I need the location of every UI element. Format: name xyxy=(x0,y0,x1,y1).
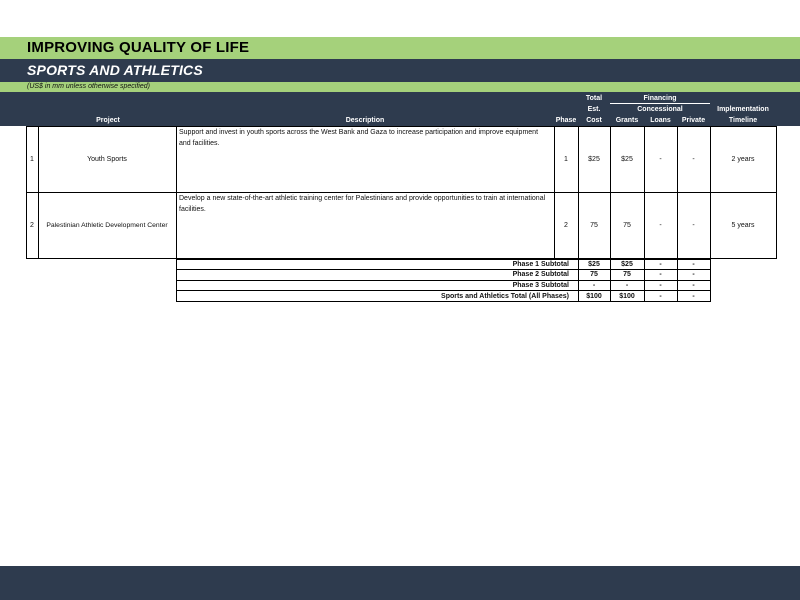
section-subtitle: SPORTS AND ATHLETICS xyxy=(27,62,203,78)
col-divider xyxy=(176,126,177,259)
units-note-band xyxy=(0,82,800,92)
header-financing: Financing xyxy=(643,95,677,102)
grants-value: $25 xyxy=(621,156,633,163)
header-phase: Phase xyxy=(555,117,577,124)
grand-total-loans: - xyxy=(659,293,662,300)
financing-underline xyxy=(610,103,710,104)
grand-total-total: $100 xyxy=(586,293,602,300)
section-title-band xyxy=(0,37,800,59)
private-value: - xyxy=(692,222,695,229)
subtotal-loans: - xyxy=(659,261,662,268)
col-divider xyxy=(644,126,645,259)
col-divider xyxy=(38,126,39,259)
header-timeline-line2: Timeline xyxy=(728,117,758,124)
total-cost-value: $25 xyxy=(588,156,600,163)
header-total-line2: Est. xyxy=(587,106,601,113)
header-total-line1: Total xyxy=(585,95,603,102)
col-divider xyxy=(578,126,579,259)
project-description: Develop a new state-of-the-art athletic training center for Palestinians and provide opportunities to train at international facilities. xyxy=(179,195,546,213)
units-note: (US$ in mm unless otherwise specified) xyxy=(27,83,150,90)
col-divider xyxy=(610,126,611,259)
section-subtitle-band xyxy=(0,59,800,82)
project-name: Palestinian Athletic Development Center xyxy=(46,222,168,229)
header-description: Description xyxy=(345,117,385,124)
grants-value: 75 xyxy=(623,222,631,229)
grand-total-grants: $100 xyxy=(619,293,635,300)
phase-value: 1 xyxy=(564,156,568,163)
subtotal-loans: - xyxy=(659,282,662,289)
grand-total-private: - xyxy=(692,293,695,300)
header-grants: Grants xyxy=(615,117,639,124)
subtotal-grants: - xyxy=(625,282,629,289)
header-concessional: Concessional xyxy=(637,106,683,113)
total-cost-value: 75 xyxy=(590,222,598,229)
section-title: IMPROVING QUALITY OF LIFE xyxy=(27,39,250,56)
phase-value: 2 xyxy=(564,222,568,229)
row-number: 2 xyxy=(30,222,34,229)
subtotal-total: - xyxy=(592,282,596,289)
row-number: 1 xyxy=(30,156,34,163)
header-private: Private xyxy=(681,117,706,124)
subtotal-loans: - xyxy=(659,271,662,278)
project-description: Support and invest in youth sports across the West Bank and Gaza to increase participation and improve equipment and facilities. xyxy=(179,129,539,147)
footer-band xyxy=(0,566,800,600)
subtotal-total: $25 xyxy=(588,261,600,268)
subtotal-label: Phase 1 Subtotal xyxy=(512,261,569,268)
header-timeline-line1: Implementation xyxy=(717,106,769,113)
subtotal-grants: $25 xyxy=(621,261,633,268)
grand-total-label: Sports and Athletics Total (All Phases) xyxy=(441,293,569,300)
header-loans: Loans xyxy=(650,117,671,124)
subtotal-grants: 75 xyxy=(623,271,631,278)
header-project: Project xyxy=(96,117,120,124)
subtotal-private: - xyxy=(692,282,695,289)
subtotal-private: - xyxy=(692,261,695,268)
project-name: Youth Sports xyxy=(87,156,127,163)
subtotal-private: - xyxy=(692,271,695,278)
subtotal-label: Phase 2 Subtotal xyxy=(512,271,569,278)
col-divider xyxy=(554,126,555,259)
timeline-value: 5 years xyxy=(731,222,755,229)
subtotal-label: Phase 3 Subtotal xyxy=(512,282,569,289)
subtotal-total: 75 xyxy=(590,271,598,278)
col-divider xyxy=(677,126,678,259)
private-value: - xyxy=(692,156,695,163)
timeline-value: 2 years xyxy=(731,156,755,163)
loans-value: - xyxy=(659,222,662,229)
loans-value: - xyxy=(659,156,662,163)
header-total-line3: Cost xyxy=(586,117,602,124)
col-divider xyxy=(710,126,711,259)
